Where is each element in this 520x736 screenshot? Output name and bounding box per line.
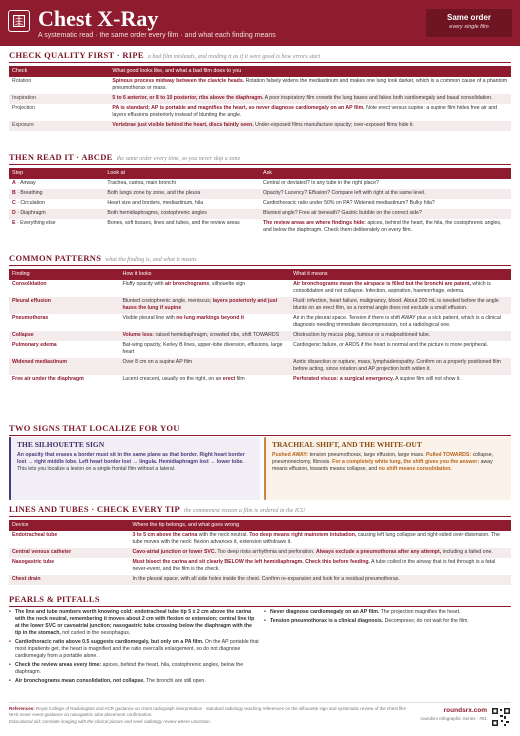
pearls-right-list xyxy=(264,609,509,627)
table-row: Endotracheal tube 3 to 5 cm above the carina with the neck neutral. Too deep means right mainstem intubation, causing left lung collapse and right-sided over-distension. The tube moves with the neck: flexion advances it, extension withdraws it. xyxy=(12,532,500,546)
series-label: roundsrx Infographic Series · #51 xyxy=(420,715,487,721)
signs-title: TWO SIGNS THAT LOCALIZE FOR YOU xyxy=(9,423,511,436)
silhouette-sign-title: THE SILHOUETTE SIGN xyxy=(17,440,105,449)
page-subtitle: A systematic read · the same order every film · and what each finding means xyxy=(38,32,276,39)
quality-header-check: Check xyxy=(9,66,109,76)
table-row: A · Airway Trachea, carina, main bronchi Central or deviated? Is any tube in the right place? xyxy=(12,180,379,187)
abcde-header-ask: Ask xyxy=(260,168,511,178)
table-row: Free air under the diaphragm Lucent crescent, usually on the right, on an erect film Perforated viscus: a surgical emergency. A supine film will not show it. xyxy=(12,376,461,383)
badge-main: Same order xyxy=(446,13,492,22)
table-row: Rotation Spinous process midway between the clavicle heads. Rotation falsely widens the mediastinum and makes one lung look darker, which is a common cause of a phantom pneumothorax or mass. xyxy=(12,78,508,92)
quality-title: CHECK QUALITY FIRST · RIPE a bad film misleads, and reading it as if it were good is how errors start xyxy=(9,50,511,63)
disclaimer: Educational aid; correlate imaging with the clinical picture and seek radiology review where uncertain. xyxy=(9,719,211,725)
tracheal-shift-box: TRACHEAL SHIFT, AND THE WHITE-OUT Pushed AWAY: tension pneumothorax, large effusion, large mass. Pulled TOWARDS: collapse, pneumonectomy, fibrosis. For a completely white lung, the shift gives you the answer: away means effusion, towards means collapse, and no shift means consolidation. xyxy=(264,437,511,500)
table-row: Pulmonary edema Bat-wing opacity, Kerley B lines, upper-lobe diversion, effusions, large heart Cardiogenic failure, or ARDS if the heart is normal and the picture is more peripheral. xyxy=(12,342,489,356)
qr-code-icon xyxy=(491,707,511,727)
table-row: Pneumothorax Visible pleural line with no lung markings beyond it Air in the pleural space. Tension if there is shift AWAY plus a sick patient, which is a clinical diagnosis needing immediate decompression, not a radiological one. xyxy=(12,315,501,329)
table-row: Collapse Volume loss: raised hemidiaphragm, crowded ribs, shift TOWARDS Obstruction by mucus plug, tumour or a malpositioned tube. xyxy=(9,331,511,341)
quality-section xyxy=(9,50,511,131)
patterns-header-finding: Finding xyxy=(9,269,119,279)
list-item: • Check the review areas every time: apices, behind the heart, hila, costophrenic angles, below the diaphragm. xyxy=(9,662,259,676)
same-order-badge xyxy=(426,9,512,37)
table-row: Exposure Vertebrae just visible behind the heart, discs faintly seen. Under-exposed films manufacture opacity; over-exposed films hide it. xyxy=(9,121,511,131)
references: References: Royal College of Radiologists and ACR guidance on chest radiograph interpretation · standard radiology teaching references on the silhouette sign and systematic review of the chest film · NHS never event guidance on nasogastric tube placement confirmation. xyxy=(9,706,409,718)
quality-header-desc: What good looks like, and what a bad film does to you xyxy=(109,66,511,76)
abcde-table xyxy=(9,168,511,235)
patterns-header-look: How it looks xyxy=(119,269,290,279)
table-row: E · Everything else Bones, soft tissues, lines and tubes, and the review areas The review areas are where findings hide: apices, behind the heart, the hila, the costophrenic angles, and below the diaphragm. Check them deliberately on every film. xyxy=(12,220,502,234)
table-row: D · Diaphragm Both hemidiaphragms, costophrenic angles Blunted angle? Free air beneath? Gastric bubble on the correct side? xyxy=(9,209,511,219)
table-row: Widened mediastinum Over 8 cm on a supine AP film Aortic dissection or rupture, mass, lymphadenopathy. Confirm on a properly positioned film before acting, since rotation and AP projection both widen it. xyxy=(9,358,511,375)
footer-brand-block xyxy=(420,707,487,722)
patterns-header-mean: What it means xyxy=(290,269,511,279)
patterns-title: COMMON PATTERNS what the finding is, and what it means xyxy=(9,253,511,266)
tubes-header-where: Where the tip belongs, and what goes wrong xyxy=(129,520,511,530)
page-title: Chest X-Ray xyxy=(38,6,159,31)
xray-logo-icon xyxy=(8,10,30,32)
list-item: • The line and tube numbers worth knowing cold: endotracheal tube tip 5 ± 2 cm above the carina with the neck neutral, remembering it moves about 2 cm with flexion or extension; central line tip at the lower SVC or cavoatrial junction; nasogastric tube crossing below the diaphragm with the tip in the stomach, not curled in the oesophagus. xyxy=(9,609,259,637)
silhouette-sign-box: THE SILHOUETTE SIGN An opacity that erases a border must sit in the same plane as that border. Right heart border lost → right middle lobe. Left heart border lost → lingula. Hemidiaphragm lost → lower lobe. This lets you localize a lesion on a single frontal film without a lateral. xyxy=(9,437,260,500)
abcde-section xyxy=(9,152,511,236)
quality-table xyxy=(9,66,511,130)
table-row: Central venous catheter Cavo-atrial junction or lower SVC. Too deep risks arrhythmia and perforation. Always exclude a pneumothorax after any attempt, including a failed one. xyxy=(9,548,511,558)
pearls-left-list xyxy=(9,609,259,687)
pearls-title: PEARLS & PITFALLS xyxy=(9,594,511,607)
table-row: Projection PA is standard; AP is portable and magnifies the heart, so never diagnose cardiomegaly on an AP film. Note erect versus supine: a supine film hides free air and layers effusions posteriorly instead of blunting the angle. xyxy=(12,105,497,119)
table-row: Nasogastric tube Must bisect the carina and sit clearly BELOW the left hemidiaphragm. Check this before feeding. A tube coiled in the airway that is fed through is a fatal never-event, and the film is the check. xyxy=(12,559,496,573)
table-row: B · Breathing Both lungs zone by zone, and the pleura Opacity? Lucency? Effusion? Compare left with right at the same level. xyxy=(9,189,511,199)
table-row: Inspiration 5 to 6 anterior, or 8 to 10 posterior, ribs above the diaphragm. A poor inspiratory film crowds the lung bases and fakes both cardiomegaly and basal consolidation. xyxy=(9,94,511,104)
table-row: Chest drain In the pleural space, with all side holes inside the chest. Confirm re-expansion and look for a residual pneumothorax. xyxy=(9,575,511,585)
patterns-table xyxy=(9,269,511,384)
table-row: Consolidation Fluffy opacity with air bronchograms; silhouette sign Air bronchograms mean the airspace is filled but the bronchi are patent, which is consolidation and not collapse. Infection, aspiration, haemorrhage, edema. xyxy=(12,281,491,295)
tubes-section xyxy=(9,504,511,585)
tracheal-shift-title: TRACHEAL SHIFT, AND THE WHITE-OUT xyxy=(272,440,422,449)
abcde-header-step: Step xyxy=(9,168,104,178)
abcde-title: THEN READ IT · ABCDE the same order every time, so you never skip a zone xyxy=(9,152,511,165)
list-item: • Never diagnose cardiomegaly on an AP film. The projection magnifies the heart. xyxy=(264,609,509,616)
list-item: • Air bronchograms mean consolidation, not collapse. The bronchi are still open. xyxy=(9,678,259,685)
tubes-header-device: Device xyxy=(9,520,129,530)
brand-link[interactable]: roundsrx.com xyxy=(443,707,487,714)
table-row: Pleural effusion Blunted costophrenic angle, meniscus; layers posteriorly and just hazes the lung if supine Fluid: infection, heart failure, malignancy, blood. About 200 mL is needed before the angle blunts on an erect film, so a normal angle does not exclude a small effusion. xyxy=(9,297,511,314)
list-item: • Tension pneumothorax is a clinical diagnosis. Decompress; do not wait for the film. xyxy=(264,618,509,625)
list-item: • Cardiothoracic ratio above 0.5 suggests cardiomegaly, but only on a PA film. On the AP portable that most inpatients get, the heart is magnified and the ratio overcalls enlargement, so do not diagnose cardiomegaly from a portable alone. xyxy=(9,639,259,660)
abcde-header-look: Look at xyxy=(104,168,260,178)
footer xyxy=(9,702,511,725)
tubes-table xyxy=(9,520,511,584)
header xyxy=(0,0,520,46)
tubes-title: LINES AND TUBES · CHECK EVERY TIP the commonest reason a film is ordered in the ICU xyxy=(9,504,511,517)
signs-section xyxy=(9,423,511,501)
table-row: C · Circulation Heart size and borders, mediastinum, hila Cardiothoracic ratio under 50% on PA? Widened mediastinum? Bulky hila? xyxy=(12,200,435,207)
patterns-section xyxy=(9,253,511,385)
badge-sub: every single film xyxy=(449,23,489,30)
pearls-section xyxy=(9,594,511,700)
